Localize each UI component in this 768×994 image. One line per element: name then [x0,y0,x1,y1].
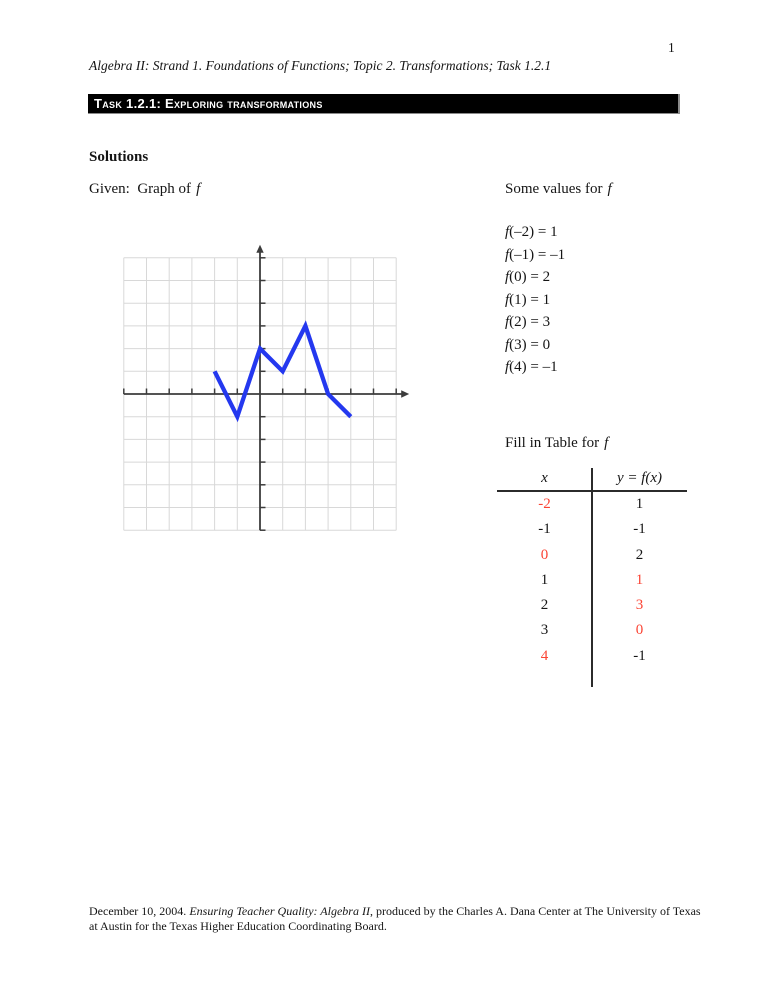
document-header: Algebra II: Strand 1. Foundations of Functions; Topic 2. Transformations; Task 1.2.1 [89,58,552,73]
equals-sign: = [526,359,543,375]
table-column-divider [591,468,593,687]
close-paren: ) [529,224,535,240]
function-value-item [505,334,565,357]
table-header-x: x [541,470,548,486]
function-value: 0 [542,336,551,353]
function-arg: 2 [514,314,522,330]
function-value: –1 [550,246,566,263]
function-value-item [505,244,565,267]
given-label [89,181,200,198]
function-arg: 1 [514,291,522,308]
equals-sign: = [526,314,543,330]
page-number: 1 [668,40,675,55]
function-graph-container [110,244,410,544]
close-paren: ) [521,269,527,285]
given-text: Given: Graph of [89,181,192,197]
function-value-item [505,266,565,289]
table-cell-y: 1 [635,496,644,512]
fill-table-label [505,435,608,452]
open-paren: ( [509,291,515,308]
function-arg: 3 [514,336,522,353]
function-arg: –1 [514,246,530,263]
solutions-heading: Solutions [89,149,149,165]
open-paren: ( [509,314,515,330]
function-value: 2 [542,269,551,285]
table-cell-x: 3 [540,622,549,639]
function-value: 3 [542,314,551,330]
function-symbol: f [505,291,510,308]
function-symbol: f [505,224,510,240]
close-paren: ) [521,359,527,375]
table-cell-x: 0 [540,546,549,563]
table-cell-y: 2 [635,546,644,563]
table-cell-x: 4 [540,647,549,664]
footer-credit-line2: at Austin for the Texas Higher Education Coordinating Board. [89,918,387,933]
function-symbol: f [604,435,609,451]
equals-sign: = [534,246,551,263]
function-arg: 0 [514,269,522,285]
open-paren: ( [509,359,515,375]
function-symbol: f [505,314,510,330]
table-cell-y: 1 [635,571,644,588]
function-value-item [505,356,565,379]
close-paren: ) [521,291,527,308]
table-header-y: y = f(x) [616,470,663,486]
table-cell-x: 1 [540,571,549,588]
function-arg: –2 [514,224,530,240]
footer-date: December 10, 2004. [89,904,190,918]
answer-table [497,467,687,669]
function-symbol: f [505,336,510,353]
function-value: 1 [542,291,551,308]
equals-sign: = [526,336,543,353]
function-symbol: f [505,269,510,285]
equals-sign: = [526,291,543,308]
function-symbol: f [607,181,612,197]
footer-credit [89,904,711,933]
equals-sign: = [526,269,543,285]
table-cell-y: 3 [635,597,644,614]
close-paren: ) [521,336,527,353]
table-cell-x: -2 [538,496,551,512]
function-value: –1 [542,359,558,375]
task-title-bar [88,94,680,114]
function-value-item [505,311,565,334]
open-paren: ( [509,246,515,263]
function-value-item [505,289,565,312]
table-cell-y: 0 [635,622,644,639]
y-axis-arrow-icon [256,245,263,253]
function-symbol: f [196,181,201,197]
function-value: 1 [550,224,558,240]
task-title-label: Task 1.2.1: Exploring transformations [94,96,323,111]
open-paren: ( [509,269,515,285]
table-cell-y: -1 [633,521,646,538]
footer-publication-title: Ensuring Teacher Quality: Algebra II [189,904,370,918]
open-paren: ( [509,336,515,353]
fill-table-text: Fill in Table for [505,435,600,451]
close-paren: ) [529,246,535,263]
function-symbol: f [505,246,510,263]
function-value-item [505,221,565,244]
function-graph [110,244,410,544]
footer-credit-rest: , produced by the Charles A. Dana Center at The University of Texas [369,904,701,918]
some-values-label [505,181,612,198]
open-paren: ( [509,224,515,240]
close-paren: ) [521,314,527,330]
function-symbol: f [505,359,510,375]
function-values-list [505,221,565,379]
table-cell-x: 2 [540,597,549,614]
equals-sign: = [534,224,551,240]
x-axis-arrow-icon [401,390,409,397]
table-cell-y: -1 [633,647,646,664]
function-arg: 4 [514,359,522,375]
table-cell-x: -1 [538,521,551,538]
some-values-text: Some values for [505,181,603,197]
